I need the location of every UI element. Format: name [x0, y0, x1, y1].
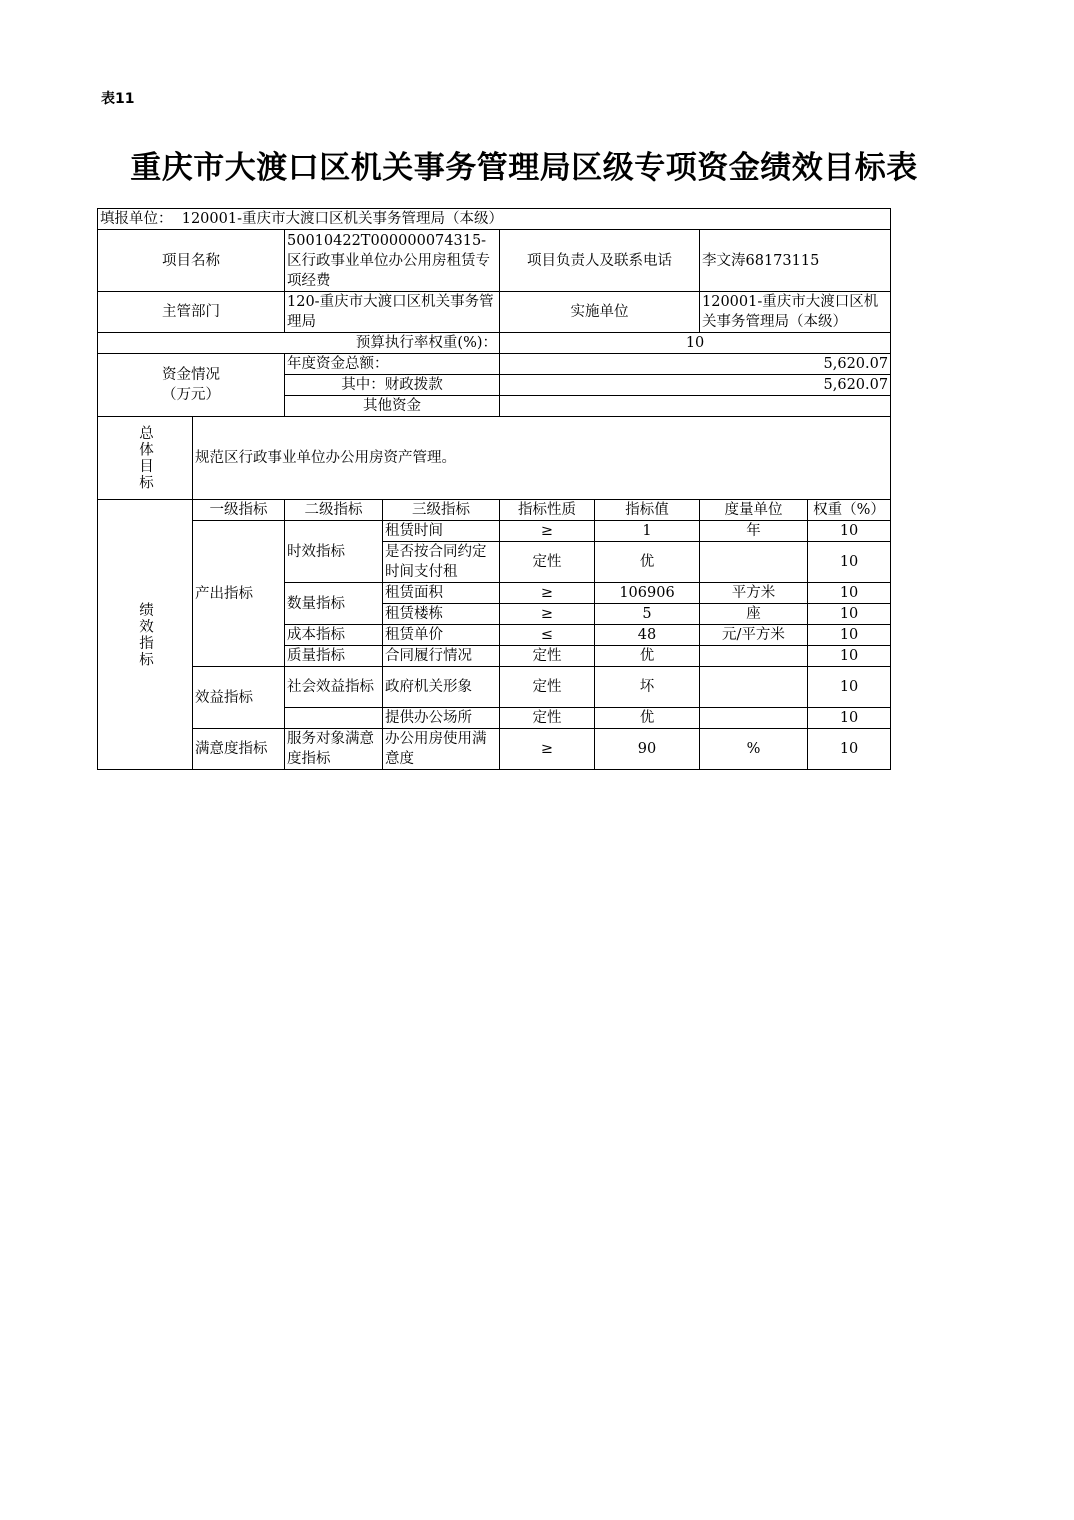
- impl-unit-label: 实施单位: [500, 292, 700, 333]
- header-value: 指标值: [595, 500, 700, 521]
- unit-cell: 年: [700, 521, 808, 542]
- page-title: 重庆市大渡口区机关事务管理局区级专项资金绩效目标表: [130, 150, 918, 186]
- department-value: 120-重庆市大渡口区机关事务管理局: [285, 292, 500, 333]
- nature-cell: ≥: [500, 521, 595, 542]
- nature-cell: 定性: [500, 708, 595, 729]
- performance-label: [98, 500, 193, 770]
- weight-cell: 10: [808, 542, 891, 583]
- unit-cell: 座: [700, 604, 808, 625]
- value-cell: 坏: [595, 667, 700, 708]
- goal-row: [98, 417, 891, 500]
- value-cell: 48: [595, 625, 700, 646]
- level3-cell: 政府机关形象: [383, 667, 500, 708]
- unit-cell: [700, 542, 808, 583]
- weight-cell: 10: [808, 646, 891, 667]
- project-name-label: 项目名称: [98, 230, 285, 292]
- table-number: 表11: [101, 91, 135, 107]
- level3-cell: 合同履行情况: [383, 646, 500, 667]
- performance-target-table: [97, 208, 891, 770]
- nature-cell: 定性: [500, 646, 595, 667]
- header-level2: 二级指标: [285, 500, 383, 521]
- nature-cell: ≥: [500, 583, 595, 604]
- weight-cell: 10: [808, 521, 891, 542]
- table-row: [98, 521, 891, 542]
- level2-quantity: 数量指标: [285, 583, 383, 625]
- value-cell: 优: [595, 646, 700, 667]
- project-name-value: 50010422T000000074315-区行政事业单位办公用房租赁专项经费: [285, 230, 500, 292]
- level3-cell: 办公用房使用满意度: [383, 729, 500, 770]
- level1-satisfaction: 满意度指标: [193, 729, 285, 770]
- level3-cell: 租赁面积: [383, 583, 500, 604]
- funds-label: [98, 354, 285, 417]
- unit-row: [98, 209, 891, 230]
- unit-cell: [700, 667, 808, 708]
- nature-cell: 定性: [500, 542, 595, 583]
- level1-output: 产出指标: [193, 521, 285, 667]
- nature-cell: ≥: [500, 604, 595, 625]
- goal-label-text: 总体目标: [137, 425, 153, 491]
- department-row: [98, 292, 891, 333]
- unit-cell: 元/平方米: [700, 625, 808, 646]
- funds-total-value: 5,620.07: [500, 354, 891, 375]
- level1-benefit: 效益指标: [193, 667, 285, 729]
- header-weight: 权重（%）: [808, 500, 891, 521]
- budget-weight-row: [98, 333, 891, 354]
- header-level3: 三级指标: [383, 500, 500, 521]
- funds-fiscal-value: 5,620.07: [500, 375, 891, 396]
- weight-cell: 10: [808, 604, 891, 625]
- unit-value: 120001-重庆市大渡口区机关事务管理局（本级）: [181, 211, 503, 227]
- contact-label: 项目负责人及联系电话: [500, 230, 700, 292]
- nature-cell: ≥: [500, 729, 595, 770]
- weight-cell: 10: [808, 583, 891, 604]
- unit-cell: [700, 646, 808, 667]
- indicator-header-row: [98, 500, 891, 521]
- unit-label: 填报单位：: [100, 211, 173, 227]
- unit-cell: [700, 708, 808, 729]
- level3-cell: 是否按合同约定时间支付租: [383, 542, 500, 583]
- value-cell: 106906: [595, 583, 700, 604]
- goal-label: [98, 417, 193, 500]
- funds-label-text: 资金情况（万元）: [162, 367, 220, 403]
- table-row: [98, 729, 891, 770]
- value-cell: 1: [595, 521, 700, 542]
- value-cell: 优: [595, 542, 700, 583]
- level3-cell: 租赁单价: [383, 625, 500, 646]
- table-row: [98, 667, 891, 708]
- weight-cell: 10: [808, 667, 891, 708]
- level2-social-benefit: 社会效益指标: [285, 667, 383, 708]
- level3-cell: 租赁时间: [383, 521, 500, 542]
- funds-other-label: 其他资金: [285, 396, 500, 417]
- level2-service-satisfaction: 服务对象满意度指标: [285, 729, 383, 770]
- goal-value: 规范区行政事业单位办公用房资产管理。: [193, 417, 891, 500]
- header-unit: 度量单位: [700, 500, 808, 521]
- unit-cell: [98, 209, 891, 230]
- header-level1: 一级指标: [193, 500, 285, 521]
- level2-cost: 成本指标: [285, 625, 383, 646]
- department-label: 主管部门: [98, 292, 285, 333]
- contact-value: 李文涛68173115: [700, 230, 891, 292]
- value-cell: 90: [595, 729, 700, 770]
- funds-fiscal-label: 其中：财政拨款: [285, 375, 500, 396]
- unit-cell: 平方米: [700, 583, 808, 604]
- level2-quality: 质量指标: [285, 646, 383, 667]
- nature-cell: ≤: [500, 625, 595, 646]
- nature-cell: 定性: [500, 667, 595, 708]
- weight-cell: 10: [808, 708, 891, 729]
- level2-empty: [285, 708, 383, 729]
- unit-cell: %: [700, 729, 808, 770]
- weight-cell: 10: [808, 625, 891, 646]
- funds-total-row: [98, 354, 891, 375]
- header-nature: 指标性质: [500, 500, 595, 521]
- project-row: [98, 230, 891, 292]
- impl-unit-value: 120001-重庆市大渡口区机关事务管理局（本级）: [700, 292, 891, 333]
- budget-weight-value: 10: [500, 333, 891, 354]
- level3-cell: 提供办公场所: [383, 708, 500, 729]
- weight-cell: 10: [808, 729, 891, 770]
- value-cell: 5: [595, 604, 700, 625]
- level2-timeliness: 时效指标: [285, 521, 383, 583]
- funds-other-value: [500, 396, 891, 417]
- performance-label-text: 绩效指标: [137, 601, 153, 668]
- value-cell: 优: [595, 708, 700, 729]
- budget-weight-label: 预算执行率权重(%)：: [98, 333, 500, 354]
- level3-cell: 租赁楼栋: [383, 604, 500, 625]
- funds-total-label: 年度资金总额：: [285, 354, 500, 375]
